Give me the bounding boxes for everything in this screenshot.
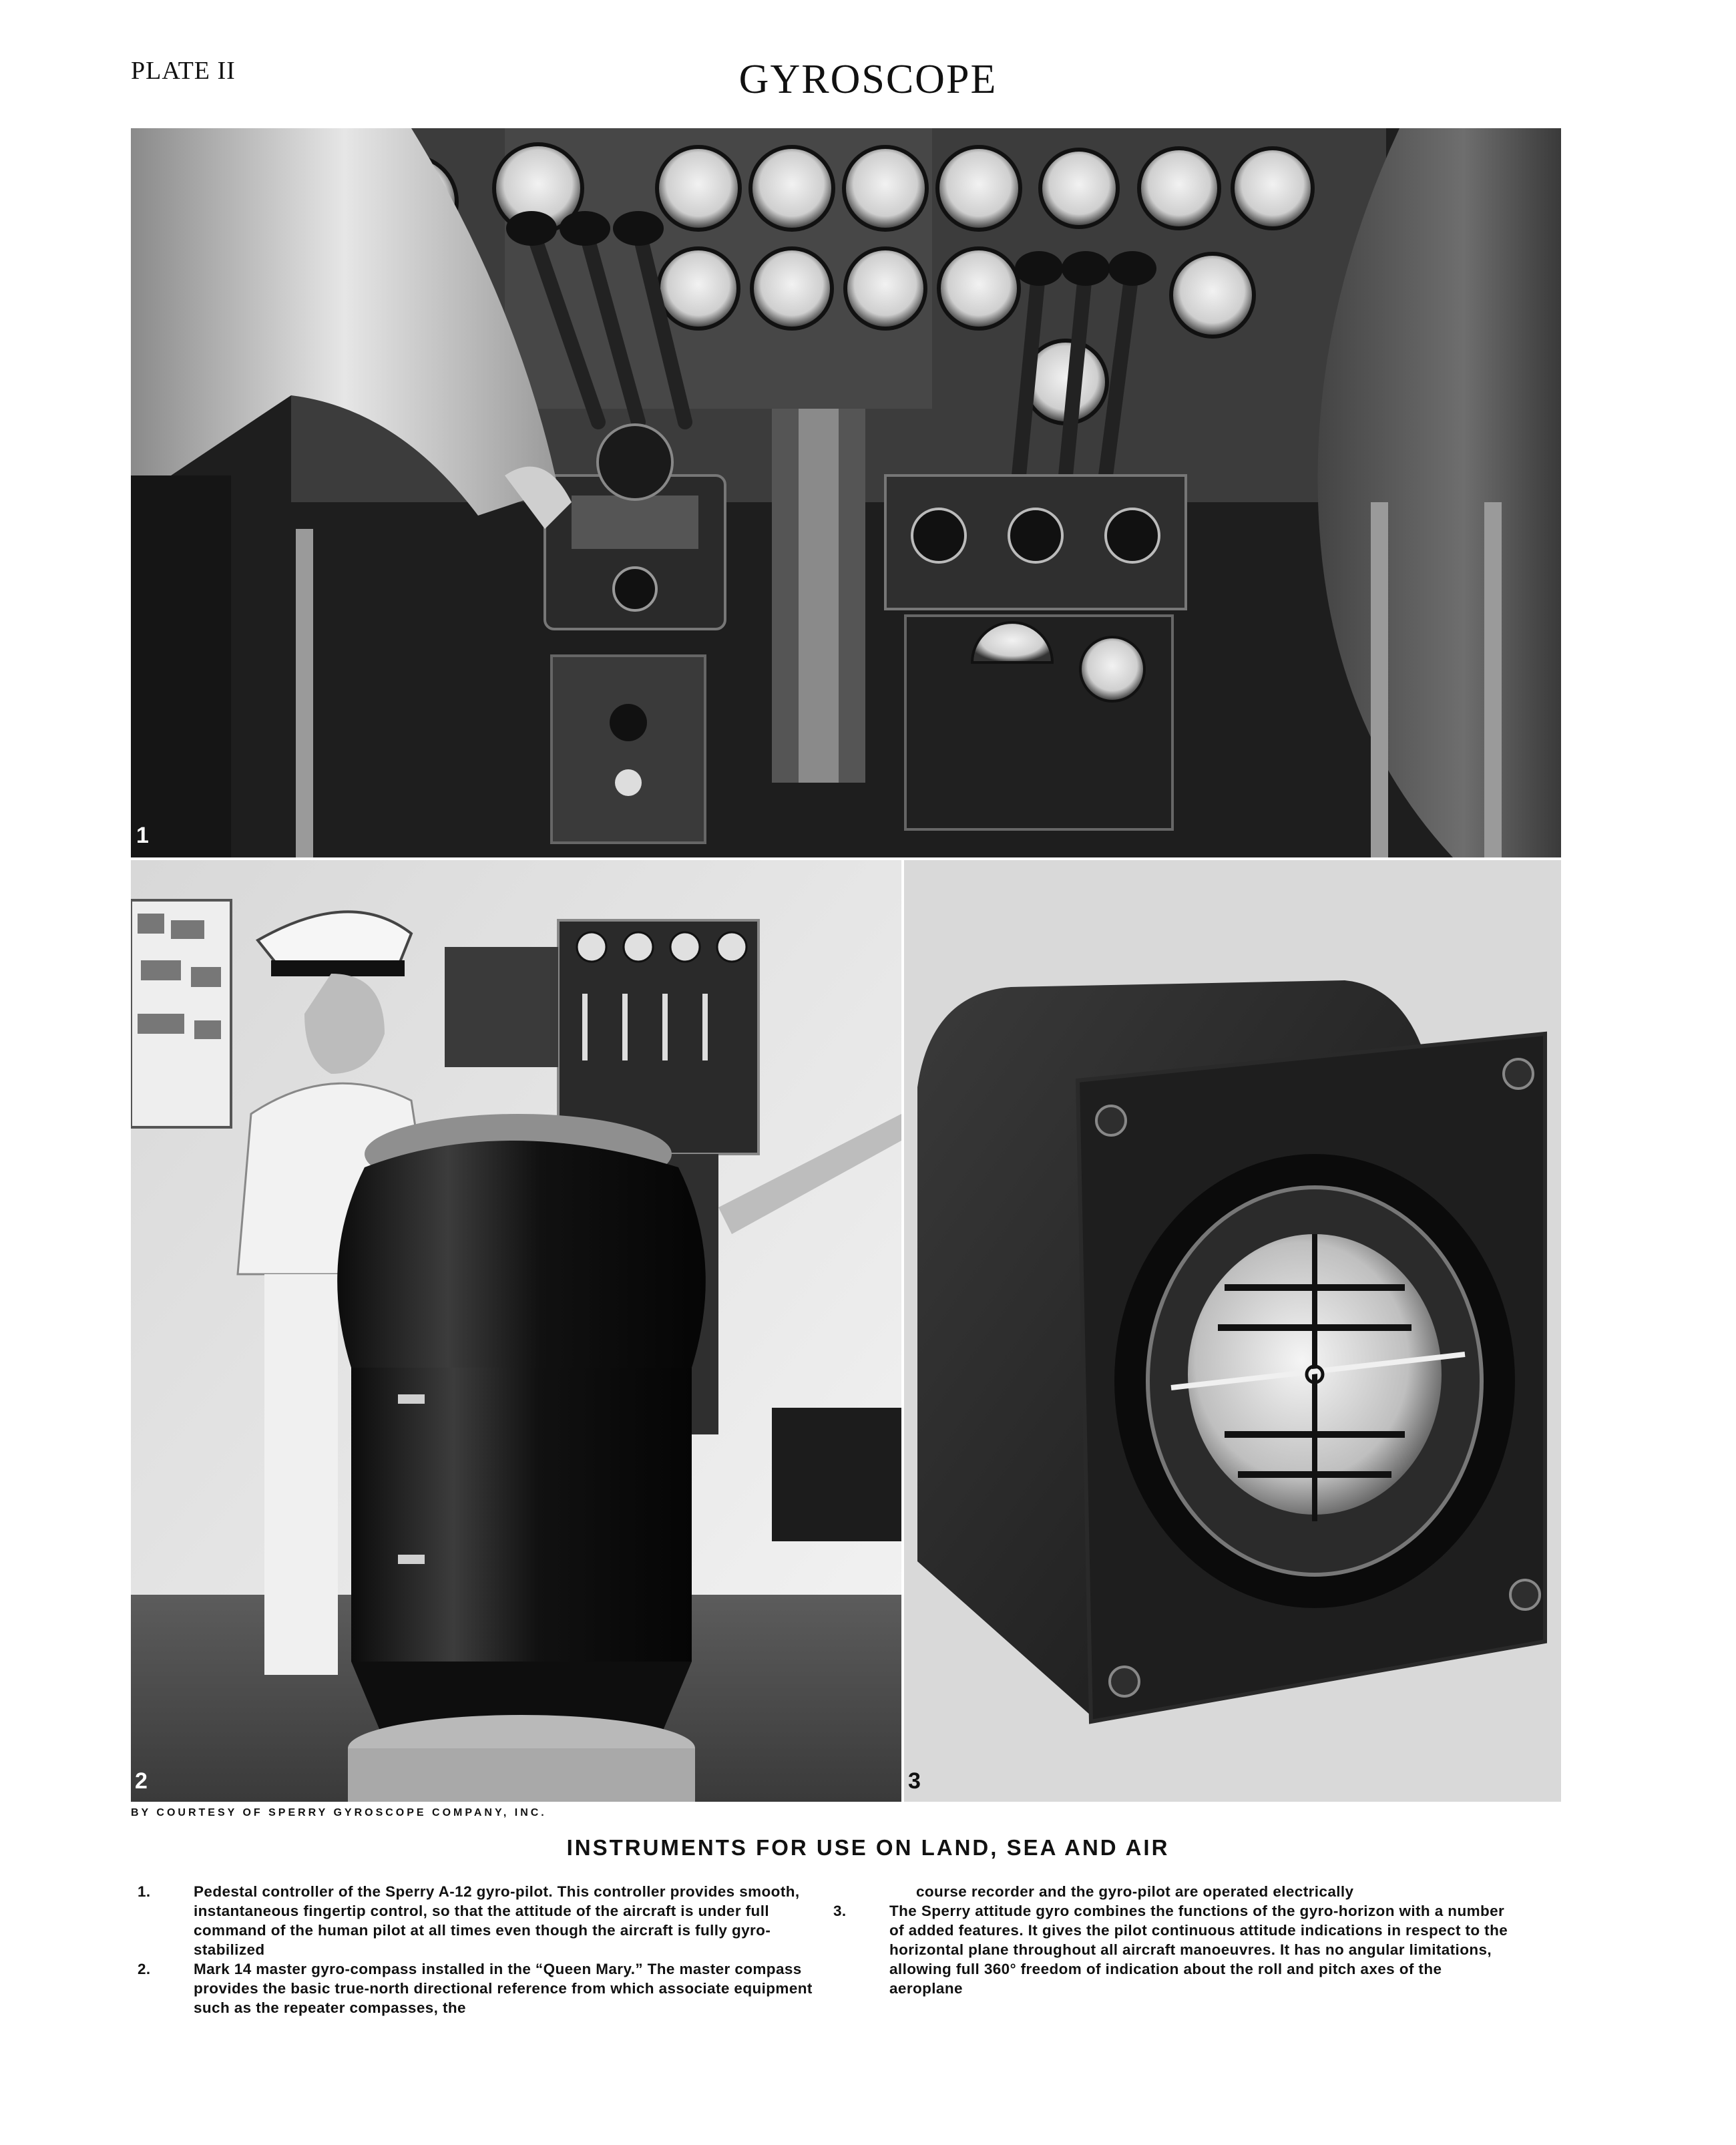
plate-label: PLATE II xyxy=(131,57,236,85)
photo-gyro-compass xyxy=(131,860,901,1802)
caption-item-1 xyxy=(138,1882,833,1959)
caption-item-1-text: Pedestal controller of the Sperry A-12 gyro-pilot. This controller provides smooth, instantaneous fingertip control, so that the attitude of the aircraft is under full command of the human pilot at all times even though the aircraft is fully gyro-stabilized xyxy=(194,1883,800,1958)
caption-title: INSTRUMENTS FOR USE ON LAND, SEA AND AIR xyxy=(566,1835,1170,1860)
attitude-gyro-illustration xyxy=(904,860,1561,1802)
photo-number-3: 3 xyxy=(908,1768,921,1794)
photo-credit: BY COURTESY OF SPERRY GYROSCOPE COMPANY, INC. xyxy=(131,1807,547,1818)
caption-item-2-number: 2. xyxy=(138,1961,151,1977)
caption-item-3 xyxy=(833,1901,1514,1998)
photo-number-2: 2 xyxy=(135,1768,148,1794)
cockpit-illustration xyxy=(131,128,1561,857)
caption-column-right xyxy=(833,1882,1514,1998)
caption-item-1-number: 1. xyxy=(138,1883,151,1900)
photo-cockpit xyxy=(131,128,1561,857)
caption-item-3-text: The Sperry attitude gyro combines the functions of the gyro-horizon with a number of added features. It gives the pilot continuous attitude indications in respect to the horizontal plane throughout all aircraft manoeuvres. It has no angular limitations, allowing full 360° freedom of indication about the roll and pitch axes of the aeroplane xyxy=(889,1903,1508,1997)
caption-column-left xyxy=(138,1882,833,2017)
page-title: GYROSCOPE xyxy=(738,57,998,102)
caption-item-2-text: Mark 14 master gyro-compass installed in the “Queen Mary.” The master compass provides the basic true-north directional reference from which associate equipment such as the repeater compasses, the xyxy=(194,1961,813,2016)
caption-item-2-continued: course recorder and the gyro-pilot are operated electrically xyxy=(916,1883,1354,1900)
caption-item-2 xyxy=(138,1959,833,2017)
caption-item-3-number: 3. xyxy=(833,1903,847,1919)
photo-number-1: 1 xyxy=(136,823,149,848)
photo-attitude-gyro xyxy=(904,860,1561,1802)
gyro-compass-illustration xyxy=(131,860,901,1802)
